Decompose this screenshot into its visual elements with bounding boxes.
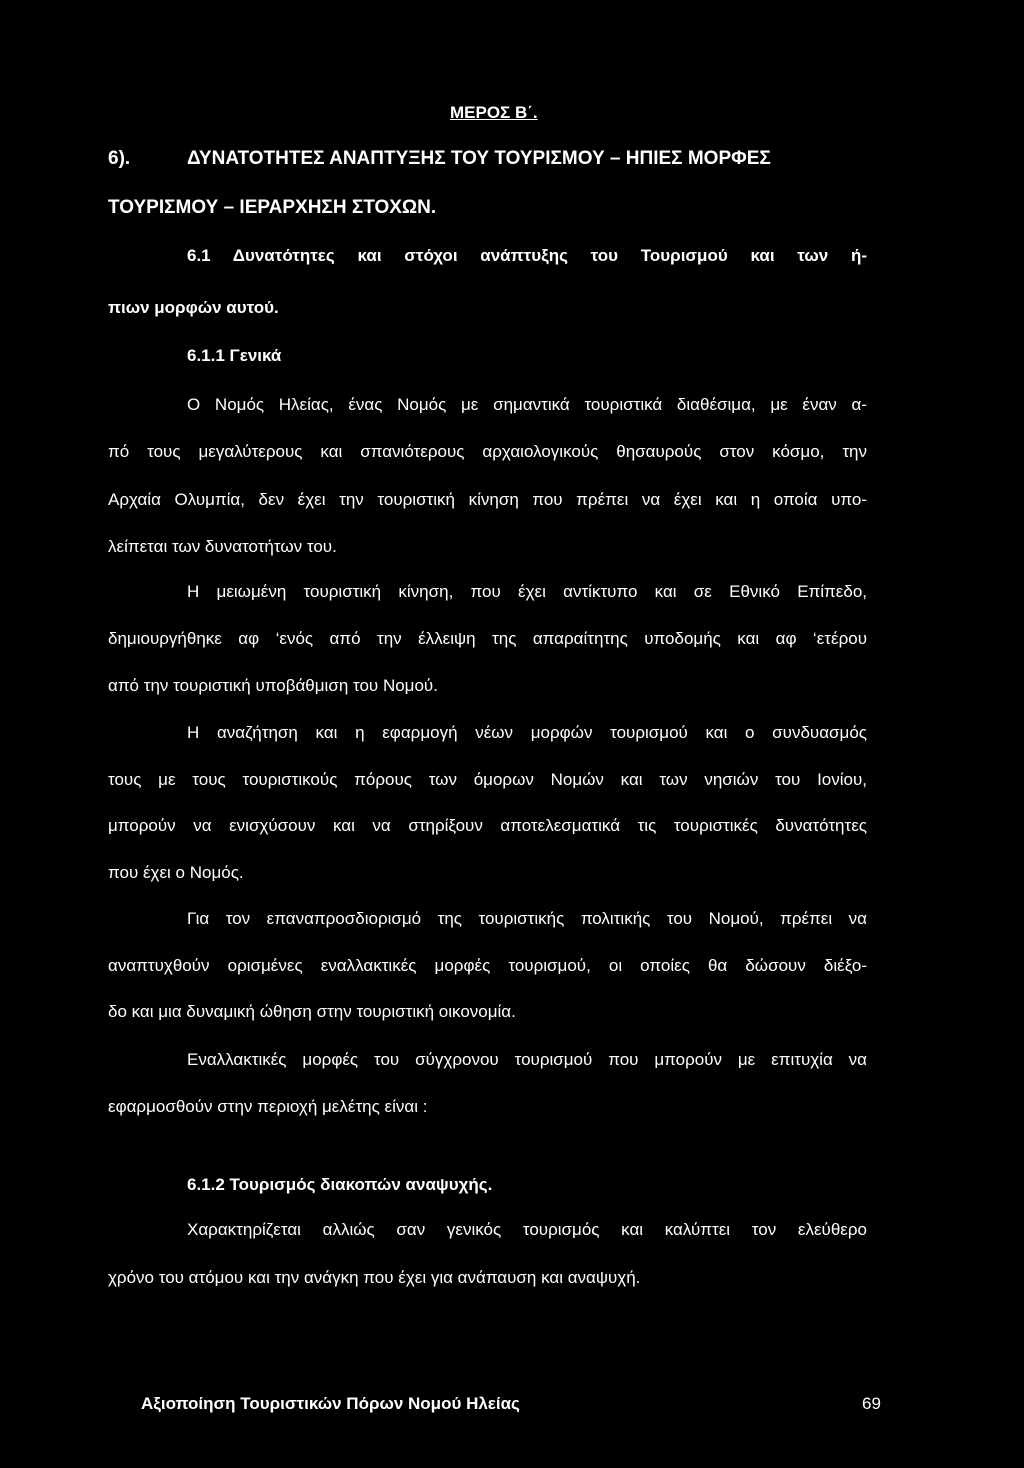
paragraph-line: Ο Νομός Ηλείας, ένας Νομός με σημαντικά τουριστικά διαθέσιμα, με έναν α- xyxy=(187,395,867,414)
page-number: 69 xyxy=(862,1394,881,1413)
paragraph-line: Αρχαία Ολυμπία, δεν έχει την τουριστική κίνηση που πρέπει να έχει και η οποία υπο- xyxy=(108,490,867,509)
part-label: ΜΕΡΟΣ Β΄. xyxy=(450,103,538,122)
chapter-title-line2: ΤΟΥΡΙΣΜΟΥ – ΙΕΡΑΡΧΗΣΗ ΣΤΟΧΩΝ. xyxy=(108,197,437,218)
paragraph-line: εφαρμοσθούν στην περιοχή μελέτης είναι : xyxy=(108,1097,428,1116)
paragraph-line: Η μειωμένη τουριστική κίνηση, που έχει αντίκτυπο και σε Εθνικό Επίπεδο, xyxy=(187,582,867,601)
paragraph-line: Η αναζήτηση και η εφαρμογή νέων μορφών τουρισμού και ο συνδυασμός xyxy=(187,723,867,742)
chapter-number: 6). xyxy=(108,148,131,169)
paragraph-line: πό τους μεγαλύτερους και σπανιότερους αρχαιολογικούς θησαυρούς στον κόσμο, την xyxy=(108,442,867,461)
paragraph-line: χρόνο του ατόμου και την ανάγκη που έχει για ανάπαυση και αναψυχή. xyxy=(108,1268,641,1287)
paragraph-line: αναπτυχθούν ορισμένες εναλλακτικές μορφές τουρισμού, οι οποίες θα δώσουν διέξο- xyxy=(108,956,867,975)
paragraph-line: τους με τους τουριστικούς πόρους των όμορων Νομών και των νησιών του Ιονίου, xyxy=(108,770,867,789)
paragraph-line: μπορούν να ενισχύσουν και να στηρίξουν αποτελεσματικά τις τουριστικές δυνατότητες xyxy=(108,816,867,835)
section-heading-6-1-2: 6.1.2 Τουρισμός διακοπών αναψυχής. xyxy=(187,1175,493,1194)
paragraph-line: δο και μια δυναμική ώθηση στην τουριστική οικονομία. xyxy=(108,1002,516,1021)
paragraph-line: δημιουργήθηκε αφ ‘ενός από την έλλειψη της απαραίτητης υποδομής και αφ ‘ετέρου xyxy=(108,629,867,648)
footer-title: Αξιοποίηση Τουριστικών Πόρων Νομού Ηλείας xyxy=(141,1394,520,1413)
paragraph-line: που έχει ο Νομός. xyxy=(108,863,244,882)
section-heading-6-1-1: 6.1.1 Γενικά xyxy=(187,346,282,365)
paragraph-line: Εναλλακτικές μορφές του σύγχρονου τουρισμού που μπορούν με επιτυχία να xyxy=(187,1050,867,1069)
paragraph-line: λείπεται των δυνατοτήτων του. xyxy=(108,537,337,556)
paragraph-line: Για τον επαναπροσδιορισμό της τουριστικής πολιτικής του Νομού, πρέπει να xyxy=(187,909,867,928)
section-heading-6-1-line1: 6.1 Δυνατότητες και στόχοι ανάπτυξης του Τουρισμού και των ή- xyxy=(187,246,867,265)
chapter-title-line1: ΔΥΝΑΤΟΤΗΤΕΣ ΑΝΑΠΤΥΞΗΣ ΤΟΥ ΤΟΥΡΙΣΜΟΥ – ΗΠΙΕΣ ΜΟΡΦΕΣ xyxy=(187,148,771,169)
paragraph-line: από την τουριστική υποβάθμιση του Νομού. xyxy=(108,676,438,695)
paragraph-line: Χαρακτηρίζεται αλλιώς σαν γενικός τουρισμός και καλύπτει τον ελεύθερο xyxy=(187,1220,867,1239)
section-heading-6-1-line2: πιων μορφών αυτού. xyxy=(108,298,279,317)
